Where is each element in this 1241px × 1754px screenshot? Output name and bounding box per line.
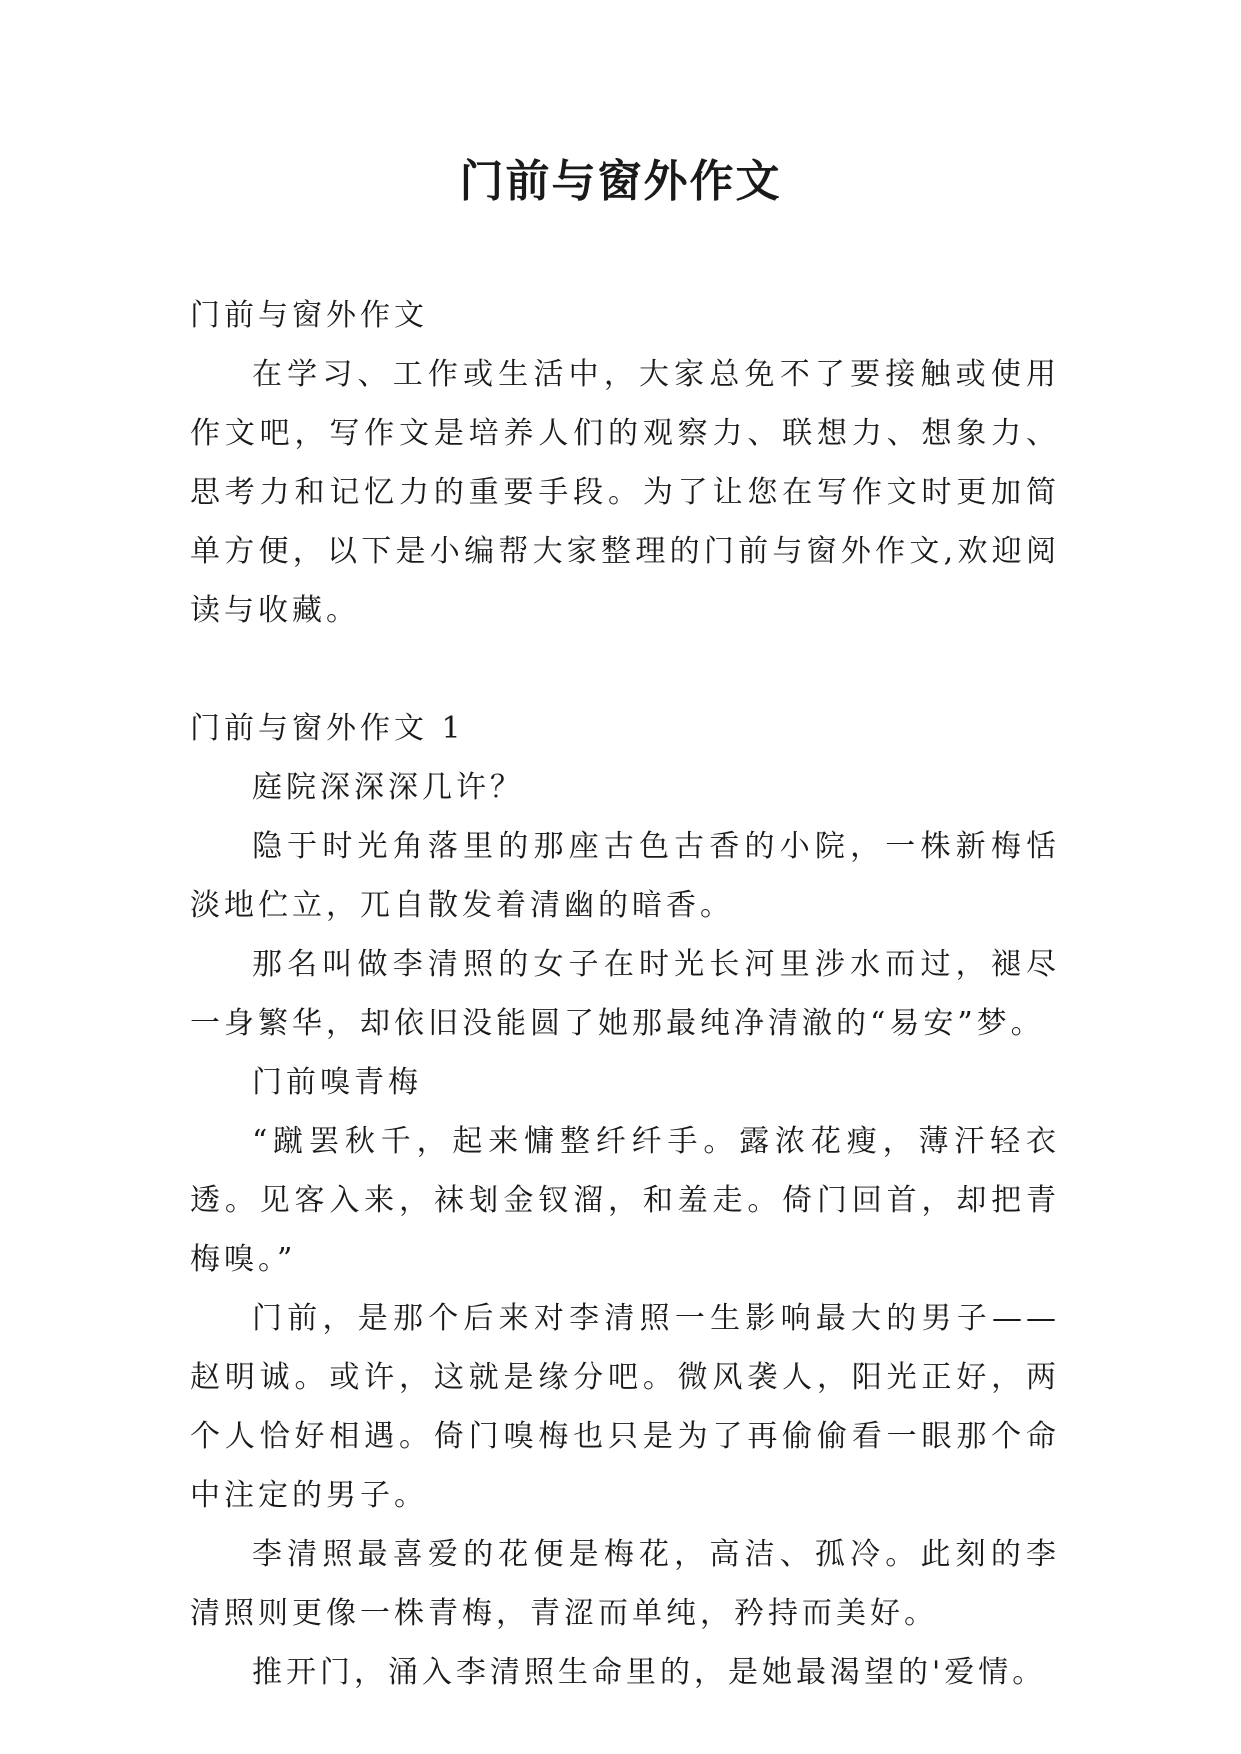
intro-paragraph: 在学习、工作或生活中，大家总免不了要接触或使用作文吧，写作文是培养人们的观察力、联想力、想象力、思考力和记忆力的重要手段。为了让您在写作文时更加简单方便，以下是小编帮大家整理的门前与窗外作文,欢迎阅读与收藏。 <box>190 357 1060 628</box>
intro-heading: 门前与窗外作文 <box>190 298 428 333</box>
paragraph-3: 那名叫做李清照的女子在时光长河里涉水而过，褪尽一身繁华，却依旧没能圆了她那最纯净清澈的“易安”梦。 <box>190 947 1060 1041</box>
document-body <box>190 286 1060 1702</box>
paragraph-2: 隐于时光角落里的那座古色古香的小院，一株新梅恬淡地伫立，兀自散发着清幽的暗香。 <box>190 829 1060 923</box>
section-heading: 门前与窗外作文 1 <box>190 711 465 746</box>
section-spacer <box>190 640 1060 699</box>
paragraph-7: 李清照最喜爱的花便是梅花，高洁、孤冷。此刻的李清照则更像一株青梅，青涩而单纯，矜持而美好。 <box>190 1537 1060 1631</box>
paragraph-8: 推开门，涌入李清照生命里的，是她最渴望的'爱情。 <box>252 1655 1047 1690</box>
document-title: 门前与窗外作文 <box>459 156 782 207</box>
paragraph-1: 庭院深深深几许？ <box>252 770 524 805</box>
paragraph-5: “蹴罢秋千，起来慵整纤纤手。露浓花瘦，薄汗轻衣透。见客入来，袜刬金钗溜，和羞走。倚门回首，却把青梅嗅。” <box>190 1124 1060 1277</box>
paragraph-6: 门前，是那个后来对李清照一生影响最大的男子——赵明诚。或许，这就是缘分吧。微风袭人，阳光正好，两个人恰好相遇。倚门嗅梅也只是为了再偷偷看一眼那个命中注定的男子。 <box>190 1301 1060 1513</box>
paragraph-4: 门前嗅青梅 <box>252 1065 422 1100</box>
